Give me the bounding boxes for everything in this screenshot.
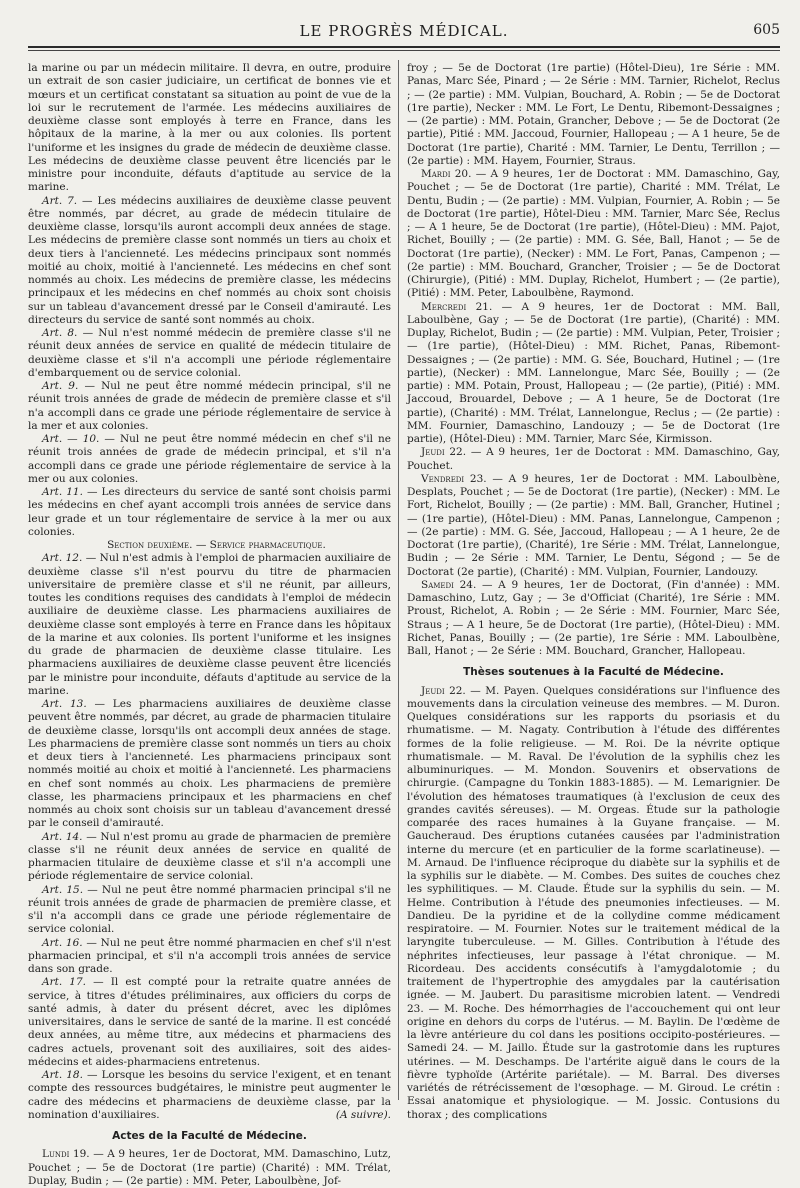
day-label: Mardi 20.: [421, 168, 472, 180]
schedule-paragraph: [407, 473, 780, 579]
schedule-paragraph: [407, 168, 780, 301]
continued-note: (A suivre).: [335, 1108, 391, 1121]
paragraph-text: — Nul ne peut être nommé pharmacien en chef s'il n'est pharmacien principal, et s'il n'a accompli trois années de service dans son grade.: [28, 936, 391, 975]
article-paragraph: [28, 327, 391, 380]
day-label: Vendredi 23.: [421, 472, 487, 485]
article-label: Art. 15.: [42, 883, 84, 896]
paragraph-text: la marine ou par un médecin militaire. Il devra, en outre, produire un extrait de son casier judiciaire, un certificat de bonnes vie et mœurs et un certificat constatant sa situation au point de vue de la loi sur le recrutement de l'armée. Les médecins auxiliaires de deuxième classe sont employés à terre en France, dans les hôpitaux de la marine, à la mer ou aux colonies. Ils portent l'uniforme et les insignes du grade de médecin de deuxième classe. Les médecins de deuxième classe peuvent être licenciés par le ministre pour inconduite, défauts d'aptitude au service de la marine.: [28, 62, 391, 194]
left-column: [28, 62, 392, 1187]
paragraph-text: — A 9 heures, 1er de Doctorat : MM. Damaschino, Gay, Pouchet ; — 5e de Doctorat (1re partie), Charité : MM. Trélat, Le Dentu, Budin ; — (2e partie) : MM. Vulpian, Fournier, A. Robin ; — 5e de Doctorat (1re partie), Hôtel-Dieu : MM. Tarnier, Marc Sée, Reclus ; — A 1 heure, 5e de Doctorat (1re partie), (Hôtel-Dieu) : MM. Pajot, Richet, Bouilly ; — (2e partie) : MM. G. Sée, Ball, Hanot ; — 5e de Doctorat (1re partie), (Necker) : MM. Le Fort, Panas, Campenon ; — (2e partie) : MM. Bouchard, Grancher, Troisier ; — 5e de Doctorat (Chirurgie), (Pitié) : MM. Duplay, Richelot, Humbert ; — (2e partie), (Pitié) : MM. Peter, Laboulbène, Raymond.: [407, 168, 780, 300]
article-label: Art. 8.: [42, 327, 78, 339]
paragraph: [28, 62, 391, 195]
article-label: Art. 11.: [42, 486, 83, 498]
paragraph: [407, 62, 780, 168]
article-label: Art. — 10.: [42, 433, 100, 445]
paragraph-text: — A 9 heures, 1er de Doctorat : MM. Ball, Laboulbène, Gay ; — 5e de Doctorat (1re partie), (Charité) : MM. Duplay, Richelot, Budin ; — (2e partie) : MM. Vulpian, Peter, Troisier ; — (1re partie), (Hôtel-Dieu) : MM. Richet, Panas, Ribemont-Dessaignes ; — (2e partie) : MM. G. Sée, Bouchard, Hutinel ; — (1re partie), (Necker) : MM. Lannelongue, Marc Sée, Bouilly ; — (2e partie) : MM. Potain, Proust, Hallopeau ; — (2e partie), (Pitié) : MM. Jaccoud, Brouardel, Debove ; — A 1 heure, 5e de Doctorat (1re partie), (Charité) : MM. Trélat, Lannelongue, Reclus ; — (2e partie) : MM. Fournier, Damaschino, Landouzy ; — 5e de Doctorat (1re partie), (Hôtel-Dieu) : MM. Tarnier, Marc Sée, Kirmisson.: [407, 300, 780, 445]
paragraph-text: — A 9 heures, 1er de Doctorat : MM. Damaschino, Gay, Pouchet.: [407, 446, 780, 472]
article-label: Art. 7.: [42, 194, 78, 207]
paragraph-text: — Les médecins auxiliaires de deuxième classe peuvent être nommés, par décret, au grade de médecin titulaire de deuxième classe, lorsqu'ils auront accompli deux années de stage. Les médecins de première classe sont nommés un tiers au choix et deux tiers à l'ancienneté. Les médecins principaux sont nommés moitié au choix, moitié à l'ancienneté. Les médecins en chef sont nommés au choix. Les médecins de première classe, les médecins principaux et les médecins en chef nommés au choix sont choisis sur un tableau d'avancement dressé par le Conseil d'amirauté. Les directeurs du service de santé sont nommés au choix.: [28, 194, 391, 326]
section-title: Section deuxième. — Service pharmaceutique.: [107, 539, 326, 551]
schedule-paragraph: [407, 685, 780, 1122]
paragraph-text: — Nul n'est promu au grade de pharmacien de première classe s'il ne réunit deux années de service en qualité de pharmacien titulaire de deuxième classe et s'il n'a accompli une période réglementaire de service colonial.: [28, 830, 391, 883]
header-rule-thin: [28, 50, 780, 51]
paragraph-text: — Lorsque les besoins du service l'exigent, et en tenant compte des ressources budgétaires, le ministre peut augmenter le cadre des médecins et pharmaciens de deuxième classe, par la nomination d'auxiliaires.: [28, 1069, 391, 1121]
paragraph-text: froy ; — 5e de Doctorat (1re partie) (Hôtel-Dieu), 1re Série : MM. Panas, Marc Sée, Pinard ; — 2e Série : MM. Tarnier, Richelot, Reclus ; — (2e partie) : MM. Vulpian, Bouchard, A. Robin ; — 5e de Doctorat (1re partie), Necker : MM. Le Fort, Le Dentu, Ribemont-Dessaignes ; — (2e partie) : MM. Potain, Grancher, Debove ; — 5e de Doctorat (2e partie), Pitié : MM. Jaccoud, Fournier, Hallopeau ; — A 1 heure, 5e de Doctorat (1re partie), Charité : MM. Tarnier, Le Dentu, Terrillon ; — (2e partie) : MM. Hayem, Fournier, Straus.: [407, 62, 780, 167]
day-label: Jeudi 22.: [421, 446, 467, 459]
paragraph-text: — A 9 heures, 1er de Doctorat : MM. Laboulbène, Desplats, Pouchet ; — 5e de Doctorat (1re partie), (Necker) : MM. Le Fort, Richelot, Bouilly ; — (2e partie) : MM. Ball, Grancher, Hutinel ; — (1re partie), (Hôtel-Dieu) : MM. Panas, Lannelongue, Campenon ; — (2e partie) : MM. G. Sée, Jaccoud, Hallopeau ; — A 1 heure, 2e de Doctorat (1re partie), (Charité), 1re Série : MM. Trélat, Lannelongue, Budin ; — 2e Série : MM. Tarnier, Le Dentu, Ségond ; — 5e de Doctorat (2e partie), (Charité) : MM. Vulpian, Fournier, Landouzy.: [407, 472, 780, 578]
article-paragraph: [28, 486, 391, 539]
journal-title: LE PROGRÈS MÉDICAL.: [299, 22, 509, 40]
section-heading: Actes de la Faculté de Médecine.: [112, 1130, 307, 1142]
paragraph-text: — Les pharmaciens auxiliaires de deuxième classe peuvent être nommés, par décret, au grade de pharmacien titulaire de deuxième classe, lorsqu'ils ont accompli deux années de stage. Les pharmaciens de première classe sont nommés un tiers au choix et deux tiers à l'ancienneté. Les pharmaciens principaux sont nommés moitié au choix et moitié à l'ancienneté. Les pharmaciens en chef sont nommés au choix. Les pharmaciens de première classe, les pharmaciens principaux et les pharmaciens en chef nommés au choix sont choisis sur un tableau d'avancement dressé par le conseil d'amirauté.: [28, 698, 391, 830]
article-paragraph: [28, 884, 391, 937]
article-paragraph: [28, 698, 391, 831]
article-label: Art. 18.: [42, 1069, 83, 1081]
article-label: Art. 13.: [42, 698, 87, 710]
article-label: Art. 14.: [42, 830, 83, 843]
article-paragraph: [28, 195, 391, 328]
article-paragraph: [28, 831, 391, 884]
paragraph-text: — Nul ne peut être nommé médecin principal, s'il ne réunit trois années de grade de médecin de première classe et s'il n'a accompli dans ce grade une période réglementaire de service à la mer et aux colonies.: [28, 380, 392, 432]
paragraph-text: — Nul n'est admis à l'emploi de pharmacien auxiliaire de deuxième classe s'il n'est pourvu du titre de pharmacien universitaire de première classe et s'il ne réunit, par ailleurs, toutes les conditions requises des candidats à l'emploi de médecin auxiliaire de deuxième classe. Les pharmaciens auxiliaires de deuxième classe sont employés à terre en France dans les hôpitaux de la marine et aux colonies. Ils portent l'uniforme et les insignes du grade de pharmacien de deuxième classe titulaire. Les pharmaciens auxiliaires de deuxième classe peuvent être licenciés par le ministre pour inconduite, défauts d'aptitude au service de la marine.: [28, 552, 391, 697]
article-paragraph: [28, 1069, 391, 1122]
article-label: Art. 9.: [42, 380, 79, 392]
article-paragraph: [28, 433, 391, 486]
article-paragraph: [28, 937, 391, 977]
schedule-paragraph: [407, 301, 780, 447]
paragraph-text: — Nul ne peut être nommé pharmacien principal s'il ne réunit trois années de grade de pharmacien de première classe, et s'il n'a accompli dans ce grade une période réglementaire de service colonial.: [28, 883, 391, 936]
article-label: Art. 12.: [42, 552, 83, 565]
right-column: [407, 62, 780, 1121]
article-label: Art. 16.: [42, 936, 83, 949]
schedule-paragraph: [407, 446, 780, 473]
day-label: Mercredi 21.: [421, 300, 493, 313]
day-label: Jeudi 22.: [421, 684, 466, 697]
schedule-paragraph: [28, 1148, 391, 1188]
paragraph-text: — Nul n'est nommé médecin de première classe s'il ne réunit deux années de service en qualité de médecin titulaire de deuxième classe et s'il n'a accompli une période réglementaire d'embarquement ou de service colonial.: [28, 327, 391, 379]
page-header: [28, 22, 780, 44]
paragraph-text: — Nul ne peut être nommé médecin en chef s'il ne réunit trois années de grade de médecin principal, et s'il n'a accompli dans ce grade une période réglementaire de service à la mer ou aux colonies.: [28, 433, 391, 485]
paragraph-text: — M. Payen. Quelques considérations sur l'influence des mouvements dans la circulation veineuse des membres. — M. Duron. Quelques considérations sur les rapports du psoriasis et du rhumatisme. — M. Nagaty. Contribution à l'étude des différentes formes de la folie religieuse. — M. Roi. De la névrite optique rhumatismale. — M. Raval. De l'évolution de la syphilis chez les albuminuriques. — M. Mondon. Souvenirs et observations de chirurgie. (Campagne du Tonkin 1883-1885). — M. Lemarignier. De l'évolution des hématoses traumatiques (à l'exclusion de ceux des grandes cavités séreuses). — M. Orgeas. Étude sur la pathologie comparée des races humaines à la Guyane française. — M. Gaucheraud. Des éruptions cutanées causées par l'administration interne du mercure (et en particulier de la forme scarlatineuse). — M. Arnaud. De l'influence réciproque du diabète sur la syphilis et de la syphilis sur le diabète. — M. Combes. Des suites de couches chez les syphilitiques. — M. Claude. Étude sur la syphilis du sein. — M. Helme. Contribution à l'étude des pneumonies infectieuses. — M. Dandieu. De la pyridine et de la collydine comme médicament respiratoire. — M. Fournier. Notes sur le traitement médical de la laryngite tuberculeuse. — M. Gilles. Contribution à l'étude des néphrites infectieuses, leur passage à l'état chronique. — M. Ricordeau. Des accidents consécutifs à l'amygdalotomie ; du traitement de l'hypertrophie des amygdales par la cautérisation ignée. — M. Jaubert. Du parasitisme microbien latent. — Vendredi 23. — M. Roche. Des hémorrhagies de l'accouchement qui ont leur origine en dehors du corps de l'utérus. — M. Baylin. De l'œdème de la lèvre antérieure du col dans les positions occipito-postérieures. — Samedi 24. — M. Jaillo. Étude sur la gastrotomie dans les ruptures utérines. — M. Deschamps. De l'artérite aiguë dans le cours de la fièvre typhoïde (Artérite pariétale). — M. Barral. Des diverses variétés de rétrécissement de l'œsophage. — M. Giroud. Le crétin : Essai anatomique et physiologique. — M. Jossic. Contusions du thorax ; des complications: [407, 684, 780, 1121]
section-heading: Thèses soutenues à la Faculté de Médecine.: [463, 666, 724, 679]
day-label: Samedi 24.: [421, 578, 477, 591]
article-paragraph: [28, 380, 391, 433]
column-divider: [398, 60, 399, 1100]
article-label: Art. 17.: [42, 976, 86, 989]
article-paragraph: [28, 552, 391, 698]
paragraph-text: — A 9 heures, 1er de Doctorat, (Fin d'année) : MM. Damaschino, Lutz, Gay ; — 3e d'Officiat (Charité), 1re Série : MM. Proust, Richelot, A. Robin ; — 2e Série : MM. Fournier, Marc Sée, Straus ; — A 1 heure, 5e de Doctorat (1re partie), (Hôtel-Dieu) : MM. Richet, Panas, Bouilly ; — (2e partie), 1re Série : MM. Laboulbène, Ball, Hanot ; — 2e Série : MM. Bouchard, Grancher, Hallopeau.: [407, 578, 780, 657]
header-rule-thick: [28, 46, 780, 48]
paragraph-text: — A 9 heures, 1er de Doctorat, MM. Damaschino, Lutz, Pouchet ; — 5e de Doctorat (1re partie) (Charité) : MM. Trélat, Duplay, Budin ; — (2e partie) : MM. Peter, Laboulbène, Jof-: [28, 1148, 391, 1187]
schedule-paragraph: [407, 579, 780, 659]
day-label: Lundi 19.: [42, 1148, 90, 1161]
paragraph-text: — Il est compté pour la retraite quatre années de service, à titres d'études préliminaires, aux officiers du corps de santé admis, à dater du présent décret, avec les diplômes universitaires, dans le service de santé de la marine. Il est concédé deux années, au même titre, aux médecins et pharmaciens des cadres actuels, provenant soit des auxiliaires, soit des aides-médecins et aides-pharmaciens entretenus.: [28, 976, 391, 1068]
page-number: 605: [753, 22, 780, 38]
article-paragraph: [28, 976, 391, 1069]
paragraph-text: — Les directeurs du service de santé sont choisis parmi les médecins en chef ayant accompli trois années de service dans leur grade et un tour réglementaire de service à la mer ou aux colonies.: [28, 486, 391, 538]
